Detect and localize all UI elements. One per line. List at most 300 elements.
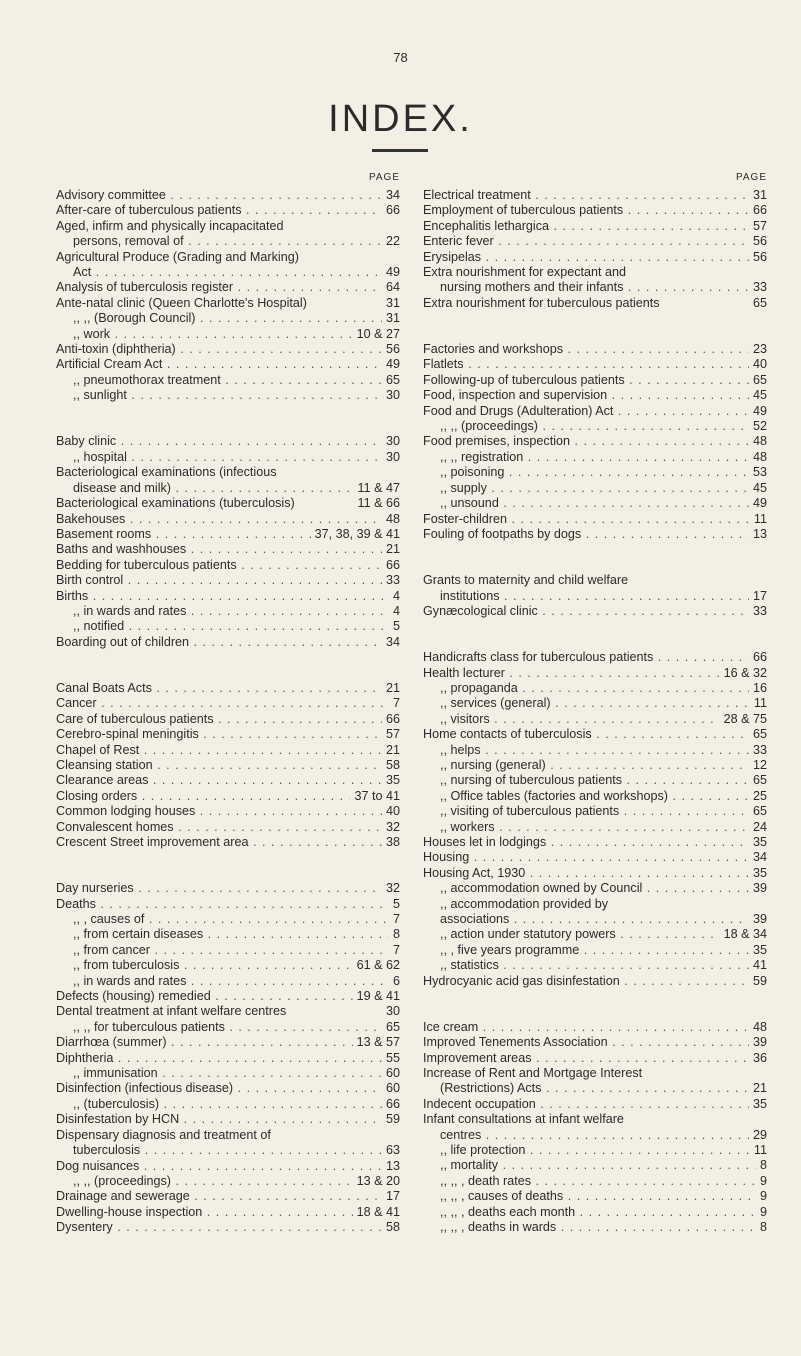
entry-page: 9 [759, 1204, 767, 1219]
index-entry [423, 1066, 767, 1081]
entry-page: 31 [752, 188, 767, 202]
entry-page: 45 [752, 480, 767, 495]
entry-term: Improvement areas . . . [423, 1051, 749, 1066]
index-entry [56, 927, 400, 942]
entry-term: ,, (tuberculosis) . . . [56, 1097, 382, 1112]
entry-term: Infant consultations at infant welfare [423, 1112, 624, 1127]
entry-page: 9 [759, 1189, 767, 1204]
entry-term: Basement rooms . . . [56, 527, 311, 542]
entry-term: Canal Boats Acts . . . [56, 681, 382, 696]
entry-term: Convalescent homes . . . [56, 820, 382, 835]
index-entry [56, 743, 400, 758]
entry-page: 63 [385, 1143, 400, 1158]
index-entry [423, 820, 767, 835]
entry-page: 7 [392, 696, 400, 711]
entry-page: 31 [385, 311, 400, 326]
entry-page: 65 [752, 727, 767, 742]
index-entry [56, 958, 400, 973]
index-entry [56, 1174, 400, 1189]
index-entry [56, 1128, 400, 1143]
entry-term: ,, , causes of . . . [56, 912, 389, 927]
index-entry [423, 773, 767, 788]
entry-term: ,, ,, (proceedings) . . . [56, 1174, 353, 1189]
entry-page: 66 [385, 203, 400, 218]
entry-page: 65 [752, 372, 767, 387]
entry-page: 13 [385, 1158, 400, 1173]
entry-term: ,, services (general) . . . [423, 696, 750, 711]
entry-term: ,, ,, , causes of deaths . . . [423, 1189, 756, 1204]
index-title: INDEX. [328, 98, 473, 140]
entry-term: (Restrictions) Acts . . . [423, 1081, 749, 1096]
entry-page: 65 [385, 372, 400, 387]
index-entry [56, 1097, 400, 1112]
entry-term: ,, action under statutory powers . . . [423, 927, 720, 942]
index-entry [56, 573, 400, 588]
entry-page: 66 [752, 650, 767, 665]
index-entry [56, 1143, 400, 1158]
page-column-header: PAGE [368, 172, 400, 183]
index-entry [56, 265, 400, 280]
entry-page: 21 [385, 742, 400, 757]
entry-page: 9 [759, 1173, 767, 1188]
index-entry [423, 1158, 767, 1173]
entry-term: Ante-natal clinic (Queen Charlotte's Hospital) [56, 295, 307, 310]
index-entry [56, 912, 400, 927]
index-entry [56, 881, 400, 896]
entry-page: 65 [752, 804, 767, 819]
index-entry [423, 573, 767, 588]
entry-page: 35 [752, 834, 767, 849]
entry-page: 30 [385, 434, 400, 449]
index-entry [423, 1143, 767, 1158]
entry-page: 48 [752, 434, 767, 449]
index-entry [423, 357, 767, 372]
entry-page: 66 [385, 1096, 400, 1111]
entry-page: 22 [385, 234, 400, 249]
entry-page: 38 [385, 835, 400, 849]
entry-term: Foster-children . . . [423, 512, 750, 527]
index-entry [56, 696, 400, 711]
entry-term: ,, statistics . . . [423, 958, 749, 973]
index-entry [423, 265, 767, 280]
entry-page: 16 & 32 [723, 665, 767, 680]
entry-page: 48 [385, 511, 400, 526]
entry-term: Gynæcological clinic . . . [423, 604, 749, 619]
entry-page: 37, 38, 39 & 41 [314, 526, 400, 541]
index-entry [423, 1220, 767, 1235]
entry-term: ,, mortality . . . [423, 1158, 756, 1173]
index-entry [56, 773, 400, 788]
entry-page: 36 [752, 1050, 767, 1065]
entry-page: 13 & 20 [356, 1173, 400, 1188]
index-entry [56, 1066, 400, 1081]
entry-term: Employment of tuberculous patients . . . [423, 203, 749, 218]
entry-page: 45 [752, 388, 767, 403]
index-entry [56, 234, 400, 249]
index-entry [423, 589, 767, 604]
entry-page: 35 [385, 773, 400, 788]
index-entry [423, 927, 767, 942]
entry-page: 21 [752, 1081, 767, 1096]
entry-term: Bacteriological examinations (tuberculosis) [56, 496, 295, 511]
section-gap [423, 311, 767, 326]
entry-term: Baby clinic . . . [56, 434, 382, 449]
entry-page: 13 [752, 526, 767, 541]
entry-page: 33 [385, 573, 400, 588]
entry-term: ,, propaganda . . . [423, 681, 749, 696]
entry-term: Improved Tenements Association . . . [423, 1035, 749, 1050]
entry-term: Diphtheria . . . [56, 1051, 382, 1066]
index-entry [56, 820, 400, 835]
index-entry [56, 558, 400, 573]
index-entry [423, 1112, 767, 1127]
entry-page: 19 & 41 [356, 989, 400, 1004]
entry-term: tuberculosis . . . [56, 1143, 382, 1158]
index-entry [56, 1220, 400, 1235]
entry-page: 39 [752, 1035, 767, 1050]
entry-term: Crescent Street improvement area . . . [56, 835, 382, 850]
section-gap [423, 1004, 767, 1019]
entry-page: 18 & 34 [723, 927, 767, 942]
entry-page: 32 [385, 819, 400, 834]
index-entry [423, 1035, 767, 1050]
section-gap [56, 666, 400, 681]
entry-page: 16 [752, 680, 767, 695]
entry-term: ,, poisoning . . . [423, 465, 749, 480]
entry-term: Electrical treatment . . . [423, 188, 749, 203]
entry-term: institutions . . . [423, 589, 749, 604]
entry-term: Drainage and sewerage . . . [56, 1189, 382, 1204]
entry-page: 56 [385, 342, 400, 357]
entry-page: 28 & 75 [723, 711, 767, 726]
index-entry [56, 465, 400, 480]
index-entry [423, 758, 767, 773]
entry-term: Bakehouses . . . [56, 512, 382, 527]
entry-term: ,, accommodation owned by Council . . . [423, 881, 749, 896]
entry-page: 17 [752, 588, 767, 603]
index-entry [423, 604, 767, 619]
entry-term: Aged, infirm and physically incapacitated [56, 218, 284, 233]
index-entry [56, 1112, 400, 1127]
entry-page: 8 [392, 927, 400, 942]
entry-term: Births . . . [56, 589, 389, 604]
entry-term: ,, helps . . . [423, 743, 749, 758]
index-entry [56, 589, 400, 604]
entry-term: ,, pneumothorax treatment . . . [56, 373, 382, 388]
entry-page: 35 [752, 865, 767, 880]
entry-page: 21 [385, 542, 400, 557]
index-entry [423, 1189, 767, 1204]
page-number: 78 [393, 50, 408, 65]
entry-page: 11 & 66 [357, 496, 400, 511]
entry-term: persons, removal of . . . [56, 234, 382, 249]
index-entry [423, 1128, 767, 1143]
entry-term: Home contacts of tuberculosis . . . [423, 727, 749, 742]
index-entry [56, 1020, 400, 1035]
section-gap [423, 558, 767, 573]
entry-term: Health lecturer . . . [423, 666, 720, 681]
entry-term: ,, ,, , deaths each month . . . [423, 1205, 756, 1220]
entry-page: 66 [385, 711, 400, 726]
index-entry [56, 789, 400, 804]
index-entry [56, 327, 400, 342]
entry-page: 11 [753, 511, 767, 526]
entry-page: 64 [385, 280, 400, 295]
entry-term: Chapel of Rest . . . [56, 743, 382, 758]
entry-page: 11 [753, 696, 767, 711]
entry-page: 40 [385, 804, 400, 819]
entry-term: Cerebro-spinal meningitis . . . [56, 727, 382, 742]
entry-term: Handicrafts class for tuberculous patients . . . [423, 650, 749, 665]
index-entry [56, 635, 400, 650]
index-entry [56, 496, 400, 511]
entry-page: 34 [752, 850, 767, 865]
entry-page: 34 [385, 634, 400, 649]
index-entry [56, 604, 400, 619]
entry-term: Flatlets . . . [423, 357, 749, 372]
entry-term: ,, ,, registration . . . [423, 450, 749, 465]
entry-page: 30 [385, 1004, 400, 1019]
entry-page: 4 [392, 588, 400, 603]
entry-term: ,, visiting of tuberculous patients . . . [423, 804, 749, 819]
entry-term: ,, visitors . . . [423, 712, 720, 727]
index-entry [423, 666, 767, 681]
entry-term: Bedding for tuberculous patients . . . [56, 558, 382, 573]
index-entry [423, 373, 767, 388]
entry-term: ,, in wards and rates . . . [56, 604, 389, 619]
index-entry [423, 465, 767, 480]
entry-term: ,, notified . . . [56, 619, 389, 634]
index-entry [423, 527, 767, 542]
entry-page: 11 [753, 1143, 767, 1158]
index-entry [56, 989, 400, 1004]
entry-term: Deaths . . . [56, 897, 389, 912]
entry-term: Diarrhœa (summer) . . . [56, 1035, 353, 1050]
entry-term: Dysentery . . . [56, 1220, 382, 1235]
section-gap [56, 419, 400, 434]
entry-term: ,, accommodation provided by [440, 896, 609, 911]
index-entry [56, 1189, 400, 1204]
index-entry [56, 542, 400, 557]
entry-page: 8 [759, 1158, 767, 1173]
index-entry [56, 804, 400, 819]
section-gap [423, 327, 767, 342]
section-gap [423, 542, 767, 557]
index-entry [56, 450, 400, 465]
entry-page: 5 [392, 619, 400, 634]
entry-page: 37 to 41 [354, 788, 400, 803]
entry-page: 56 [752, 234, 767, 249]
index-entry [56, 250, 400, 265]
entry-term: Artificial Cream Act . . . [56, 357, 382, 372]
index-entry [423, 743, 767, 758]
entry-page: 48 [752, 449, 767, 464]
index-entry [56, 512, 400, 527]
index-entry [423, 804, 767, 819]
entry-term: Act . . . [56, 265, 382, 280]
index-entry [423, 481, 767, 496]
entry-page: 49 [752, 496, 767, 511]
entry-page: 13 & 57 [356, 1035, 400, 1050]
entry-term: Food, inspection and supervision . . . [423, 388, 749, 403]
index-entry [56, 619, 400, 634]
index-entry [56, 943, 400, 958]
entry-term: Cleansing station . . . [56, 758, 382, 773]
entry-page: 59 [752, 973, 767, 988]
entry-term: Advisory committee . . . [56, 188, 382, 203]
index-entry [56, 388, 400, 403]
index-entry [423, 943, 767, 958]
entry-term: Following-up of tuberculous patients . . . [423, 373, 749, 388]
index-entry [423, 512, 767, 527]
index-entry [56, 280, 400, 295]
entry-term: Analysis of tuberculosis register . . . [56, 280, 382, 295]
entry-term: Houses let in lodgings . . . [423, 835, 749, 850]
entry-term: ,, Office tables (factories and workshops) . . . [423, 789, 749, 804]
index-entry [56, 681, 400, 696]
entry-page: 56 [752, 249, 767, 264]
entry-term: Bacteriological examinations (infectious [56, 465, 277, 480]
entry-page: 23 [752, 342, 767, 357]
entry-page: 33 [752, 742, 767, 757]
index-entry [423, 789, 767, 804]
entry-page: 33 [752, 603, 767, 618]
index-entry [56, 188, 400, 203]
entry-page: 59 [385, 1112, 400, 1127]
entry-term: ,, immunisation . . . [56, 1066, 382, 1081]
index-entry [423, 450, 767, 465]
entry-page: 29 [752, 1127, 767, 1142]
entry-page: 49 [385, 265, 400, 280]
index-entry [56, 1035, 400, 1050]
entry-page: 55 [385, 1050, 400, 1065]
index-entry [56, 219, 400, 234]
entry-page: 31 [385, 295, 400, 310]
entry-page: 32 [385, 881, 400, 896]
index-entry [56, 758, 400, 773]
index-entry [423, 1205, 767, 1220]
section-gap [56, 850, 400, 865]
entry-term: Closing orders . . . [56, 789, 350, 804]
index-entry [56, 311, 400, 326]
index-entry [423, 496, 767, 511]
entry-term: Care of tuberculous patients . . . [56, 712, 382, 727]
index-entry [423, 696, 767, 711]
index-entry [423, 219, 767, 234]
entry-page: 57 [385, 727, 400, 742]
index-entry [423, 727, 767, 742]
entry-term: Indecent occupation . . . [423, 1097, 749, 1112]
entry-page: 11 & 47 [357, 480, 400, 495]
index-entry [423, 958, 767, 973]
entry-term: ,, from cancer . . . [56, 943, 389, 958]
entry-term: After-care of tuberculous patients . . . [56, 203, 382, 218]
index-entry [423, 404, 767, 419]
index-entry [423, 681, 767, 696]
section-gap [423, 619, 767, 634]
entry-page: 30 [385, 449, 400, 464]
index-entry [56, 527, 400, 542]
index-entry [56, 1004, 400, 1019]
entry-term: ,, ,, , deaths in wards . . . [423, 1220, 756, 1235]
index-entry [423, 388, 767, 403]
entry-term: Erysipelas . . . [423, 250, 749, 265]
index-entry [56, 373, 400, 388]
index-entry [423, 1097, 767, 1112]
entry-term: centres . . . [423, 1128, 749, 1143]
entry-term: Anti-toxin (diphtheria) . . . [56, 342, 382, 357]
index-entry [423, 897, 767, 912]
index-entry [56, 1051, 400, 1066]
entry-page: 39 [752, 881, 767, 896]
index-entry [56, 1159, 400, 1174]
entry-term: Disinfestation by HCN . . . [56, 1112, 382, 1127]
index-entry [56, 357, 400, 372]
entry-page: 41 [752, 958, 767, 973]
entry-term: ,, ,, for tuberculous patients . . . [56, 1020, 382, 1035]
entry-page: 58 [385, 757, 400, 772]
entry-term: Housing . . . [423, 850, 749, 865]
entry-term: Agricultural Produce (Grading and Marking) [56, 249, 299, 264]
entry-page: 49 [385, 357, 400, 372]
entry-term: Grants to maternity and child welfare [423, 573, 629, 588]
entry-term: Dental treatment at infant welfare centres [56, 1004, 287, 1019]
index-column-left [56, 170, 400, 1236]
left-entries [56, 188, 400, 1236]
entry-term: Factories and workshops . . . [423, 342, 749, 357]
entry-page: 40 [752, 357, 767, 372]
index-entry [56, 712, 400, 727]
index-entry [423, 203, 767, 218]
entry-term: Ice cream . . . [423, 1020, 749, 1035]
entry-term: Encephalitis lethargica . . . [423, 219, 749, 234]
entry-term: Hydrocyanic acid gas disinfestation . . . [423, 974, 749, 989]
index-entry [423, 342, 767, 357]
entry-term: ,, , five years programme . . . [423, 943, 749, 958]
entry-page: 33 [752, 280, 767, 295]
section-gap [56, 866, 400, 881]
entry-term: Defects (housing) remedied . . . [56, 989, 353, 1004]
index-column-right [423, 170, 767, 1236]
entry-page: 12 [752, 757, 767, 772]
index-entry [423, 188, 767, 203]
entry-page: 4 [392, 603, 400, 618]
entry-term: Baths and washhouses . . . [56, 542, 382, 557]
entry-term: Dispensary diagnosis and treatment of [56, 1127, 271, 1142]
entry-term: Extra nourishment for expectant and [423, 265, 627, 280]
index-entry [423, 434, 767, 449]
index-entry [56, 1205, 400, 1220]
entry-page: 49 [752, 403, 767, 418]
section-gap [423, 989, 767, 1004]
entry-page: 60 [385, 1081, 400, 1096]
index-entry [423, 1020, 767, 1035]
entry-term: Dog nuisances . . . [56, 1159, 382, 1174]
entry-term: Boarding out of children . . . [56, 635, 382, 650]
entry-term: Cancer . . . [56, 696, 389, 711]
index-entry [423, 850, 767, 865]
index-entry [423, 234, 767, 249]
index-entry [423, 1174, 767, 1189]
entry-page: 18 & 41 [356, 1204, 400, 1219]
index-entry [423, 835, 767, 850]
entry-term: Birth control . . . [56, 573, 382, 588]
entry-term: ,, supply . . . [423, 481, 749, 496]
entry-term: Increase of Rent and Mortgage Interest [423, 1066, 643, 1081]
entry-page: 60 [385, 1066, 400, 1081]
entry-term: ,, life protection . . . [423, 1143, 750, 1158]
index-entry [56, 203, 400, 218]
